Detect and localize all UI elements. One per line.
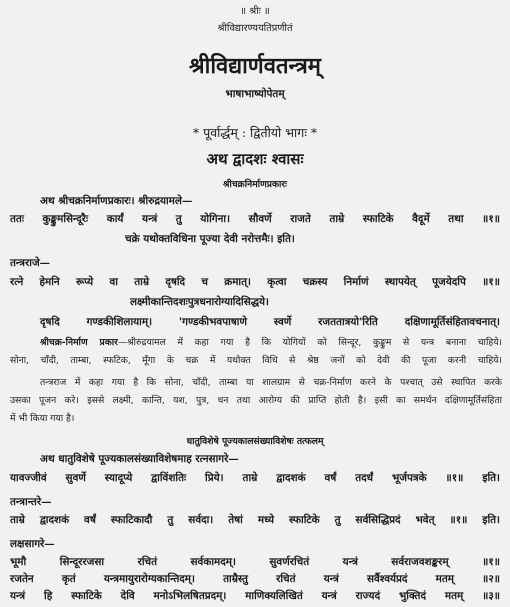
- verse-2-3: दृषदि गण्डकीशिलायाम्। 'गण्डकीभवपाषाणे स्वर्णे रजततात्रयो'रिति दक्षिणामूर्तिसंहितावचनात्।: [40, 316, 500, 328]
- book-subtitle: भाषाभाष्योपेतम्: [225, 88, 285, 100]
- section-intro-4: अथ धातुविशेषे पूज्यकालसंख्याविशेषमाह रत्नसागरे—: [40, 453, 239, 465]
- source-label-tantrantara: तन्त्रान्तरे—: [10, 496, 52, 508]
- commentary-lead: श्रीचक्र-निर्माण प्रकार: [40, 337, 118, 348]
- attribution: श्रीविद्यारण्ययतिप्रणीतं: [217, 23, 293, 34]
- section-intro-1: अथ श्रीचक्रनिर्माणप्रकारः। श्रीरुद्रयामले—: [40, 195, 193, 207]
- verse-1-2: चक्रे यथोक्तविधिना पूज्या देवी नरोत्तमैः। इति।: [125, 233, 295, 245]
- commentary-1-text: —श्रीरुद्रयामल में कहा गया है कि योगियों को सिन्दूर, कुङ्कुम से यन्त्र बनाना चाहिये।: [117, 337, 503, 348]
- commentary-1-line-2: सोना, चाँदी, ताम्बा, स्फटिक, मूँगा के चक्र में यथोक्त विधि से श्रेष्ठ जनों को देवी की पूजा करनी चाहिये।: [10, 355, 502, 366]
- section-heading-1: श्रीचक्रनिर्माणप्रकारः: [222, 179, 288, 190]
- source-label-lakshasagara: लक्षसागरे—: [10, 538, 55, 550]
- source-label-tantraraja: तन्त्रराजे—: [10, 257, 51, 269]
- chapter-heading: अथ द्वादशः श्वासः: [206, 150, 304, 168]
- verse-1-1: ततः कुङ्कुमसिन्दूरैः कार्यं यन्त्रं तु योगिना। सौवर्णे राजते ताम्रे स्फाटिके वैदूर्मे तथा ॥१॥: [10, 213, 500, 225]
- verse-6-2: रजतेन कृतं यन्त्रमायुरारोग्यकान्तिदम्। ताम्रैस्तु रचितं यन्त्रं सर्वैश्वर्यप्रदं मतम् ॥२॥: [10, 573, 500, 585]
- commentary-2-line-1: तन्त्रराज में कहा गया है कि सोना, चाँदी, ताम्बा या शालग्राम से चक्र-निर्माण करने के पश्चात् उसे स्थापित करके: [40, 377, 502, 388]
- section-heading-4: धातुविशेषे पूज्यकालसंख्याविशेषः तत्फलम्: [186, 436, 324, 447]
- verse-6-1: भूमौ सिन्दूररजसा रचितं सर्वकामदम्। सुवर्णरचितं यन्त्रं सर्वराजवशङ्करम् ॥१॥: [10, 556, 500, 568]
- book-title: श्रीविद्यार्णवतन्त्रम्: [189, 53, 321, 79]
- verse-2-1: रत्ने हेमनि रूप्ये वा ताम्रे दृषदि च क्रमात्। कृत्वा चक्रस्य निर्माणं स्थापयेत् पूजयेदपि ॥१॥: [10, 276, 500, 288]
- commentary-2-line-2: उसका पूजन करे। इससे लक्ष्मी, कान्ति, यश, पुत्र, धन तथा आरोग्य की प्राप्ति होती है। इसी का समर्थन दक्षिणामूर्तिसंहिता: [10, 395, 502, 406]
- verse-4-1: यावज्जीवं सुवर्णे स्यादूप्ये द्वाविंशतिः प्रिये। ताम्रे द्वादशकं वर्षं तदर्धं भूर्जपत्रके ॥१॥ इति।: [10, 472, 500, 484]
- commentary-1-line-1: [40, 338, 502, 347]
- verse-5-1: ताम्रे द्वादशकं वर्षं स्फाटिकादौ तु सर्वदा। तेषां मध्ये स्फाटिके तु सर्वसिद्धिप्रदं भवेत् ॥१॥ इति।: [10, 514, 500, 526]
- commentary-2-line-3: में भी किया गया है।: [10, 413, 75, 424]
- verse-6-3: यन्त्रं हि स्फाटिके देवि मनोऽभिलषितप्रदम्। माणिक्यलिखितं यन्त्रं राज्यदं भुक्तिदं मतम् ॥३॥: [10, 590, 500, 602]
- invocation: ॥ श्रीः ॥: [240, 6, 270, 17]
- part-label: * पूर्वार्द्धम् : द्वितीयो भागः *: [192, 125, 318, 140]
- verse-2-2: लक्ष्मीकान्तिदशःपुत्रधनारोग्यादिसिद्धये।: [130, 296, 269, 308]
